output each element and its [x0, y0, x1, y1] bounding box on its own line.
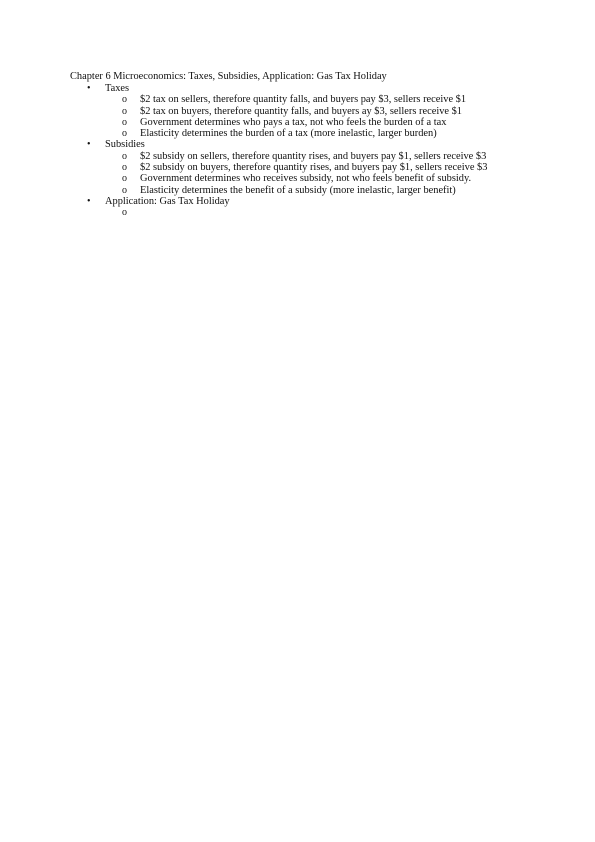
sub-list — [105, 151, 530, 196]
section-taxes — [70, 83, 530, 139]
sub-bullet-icon: o — [122, 116, 127, 128]
list-item — [105, 185, 515, 196]
list-item-text: Elasticity determines the burden of a tax (more inelastic, larger burden) — [140, 128, 437, 140]
sub-bullet-icon: o — [122, 173, 127, 185]
list-item — [105, 117, 515, 128]
list-item-text: $2 subsidy on sellers, therefore quantity rises, and buyers pay $1, sellers receive $3 — [140, 150, 487, 162]
bullet-icon: • — [87, 83, 91, 94]
sub-bullet-icon: o — [122, 184, 127, 196]
list-item-text: $2 tax on sellers, therefore quantity falls, and buyers pay $3, sellers receive $1 — [140, 94, 467, 106]
list-item-text: $2 tax on buyers, therefore quantity falls, and buyers ay $3, sellers receive $1 — [140, 105, 463, 117]
list-item-text: Government determines who receives subsidy, not who feels benefit of subsidy. — [140, 173, 472, 185]
section-subsidies — [70, 139, 530, 195]
sub-bullet-icon: o — [122, 150, 127, 162]
section-heading: Application: Gas Tax Holiday — [105, 195, 230, 207]
sub-bullet-icon: o — [122, 94, 127, 106]
sub-bullet-icon: o — [122, 105, 127, 117]
list-item — [105, 162, 515, 173]
document-title: Chapter 6 Microeconomics: Taxes, Subsidies, Application: Gas Tax Holiday — [70, 71, 387, 82]
bullet-icon: • — [87, 195, 91, 207]
list-item — [105, 94, 515, 105]
sub-bullet-icon: o — [122, 207, 127, 219]
section-application — [70, 196, 530, 219]
section-heading: Subsidies — [105, 139, 145, 151]
list-item — [105, 128, 515, 139]
list-item-text: Government determines who pays a tax, not who feels the burden of a tax — [140, 116, 447, 128]
sub-list — [105, 94, 530, 139]
list-item — [105, 151, 515, 162]
list-item — [105, 207, 515, 218]
sub-bullet-icon: o — [122, 162, 127, 174]
outline-list — [70, 83, 530, 219]
section-heading: Taxes — [105, 83, 130, 94]
bullet-icon: • — [87, 139, 91, 151]
list-item-text: $2 subsidy on buyers, therefore quantity rises, and buyers pay $1, sellers receive $3 — [140, 162, 488, 174]
sub-list — [105, 207, 530, 218]
list-item-text: Elasticity determines the benefit of a subsidy (more inelastic, larger benefit) — [140, 184, 456, 196]
list-item — [105, 106, 515, 117]
list-item — [105, 173, 515, 184]
sub-bullet-icon: o — [122, 128, 127, 140]
